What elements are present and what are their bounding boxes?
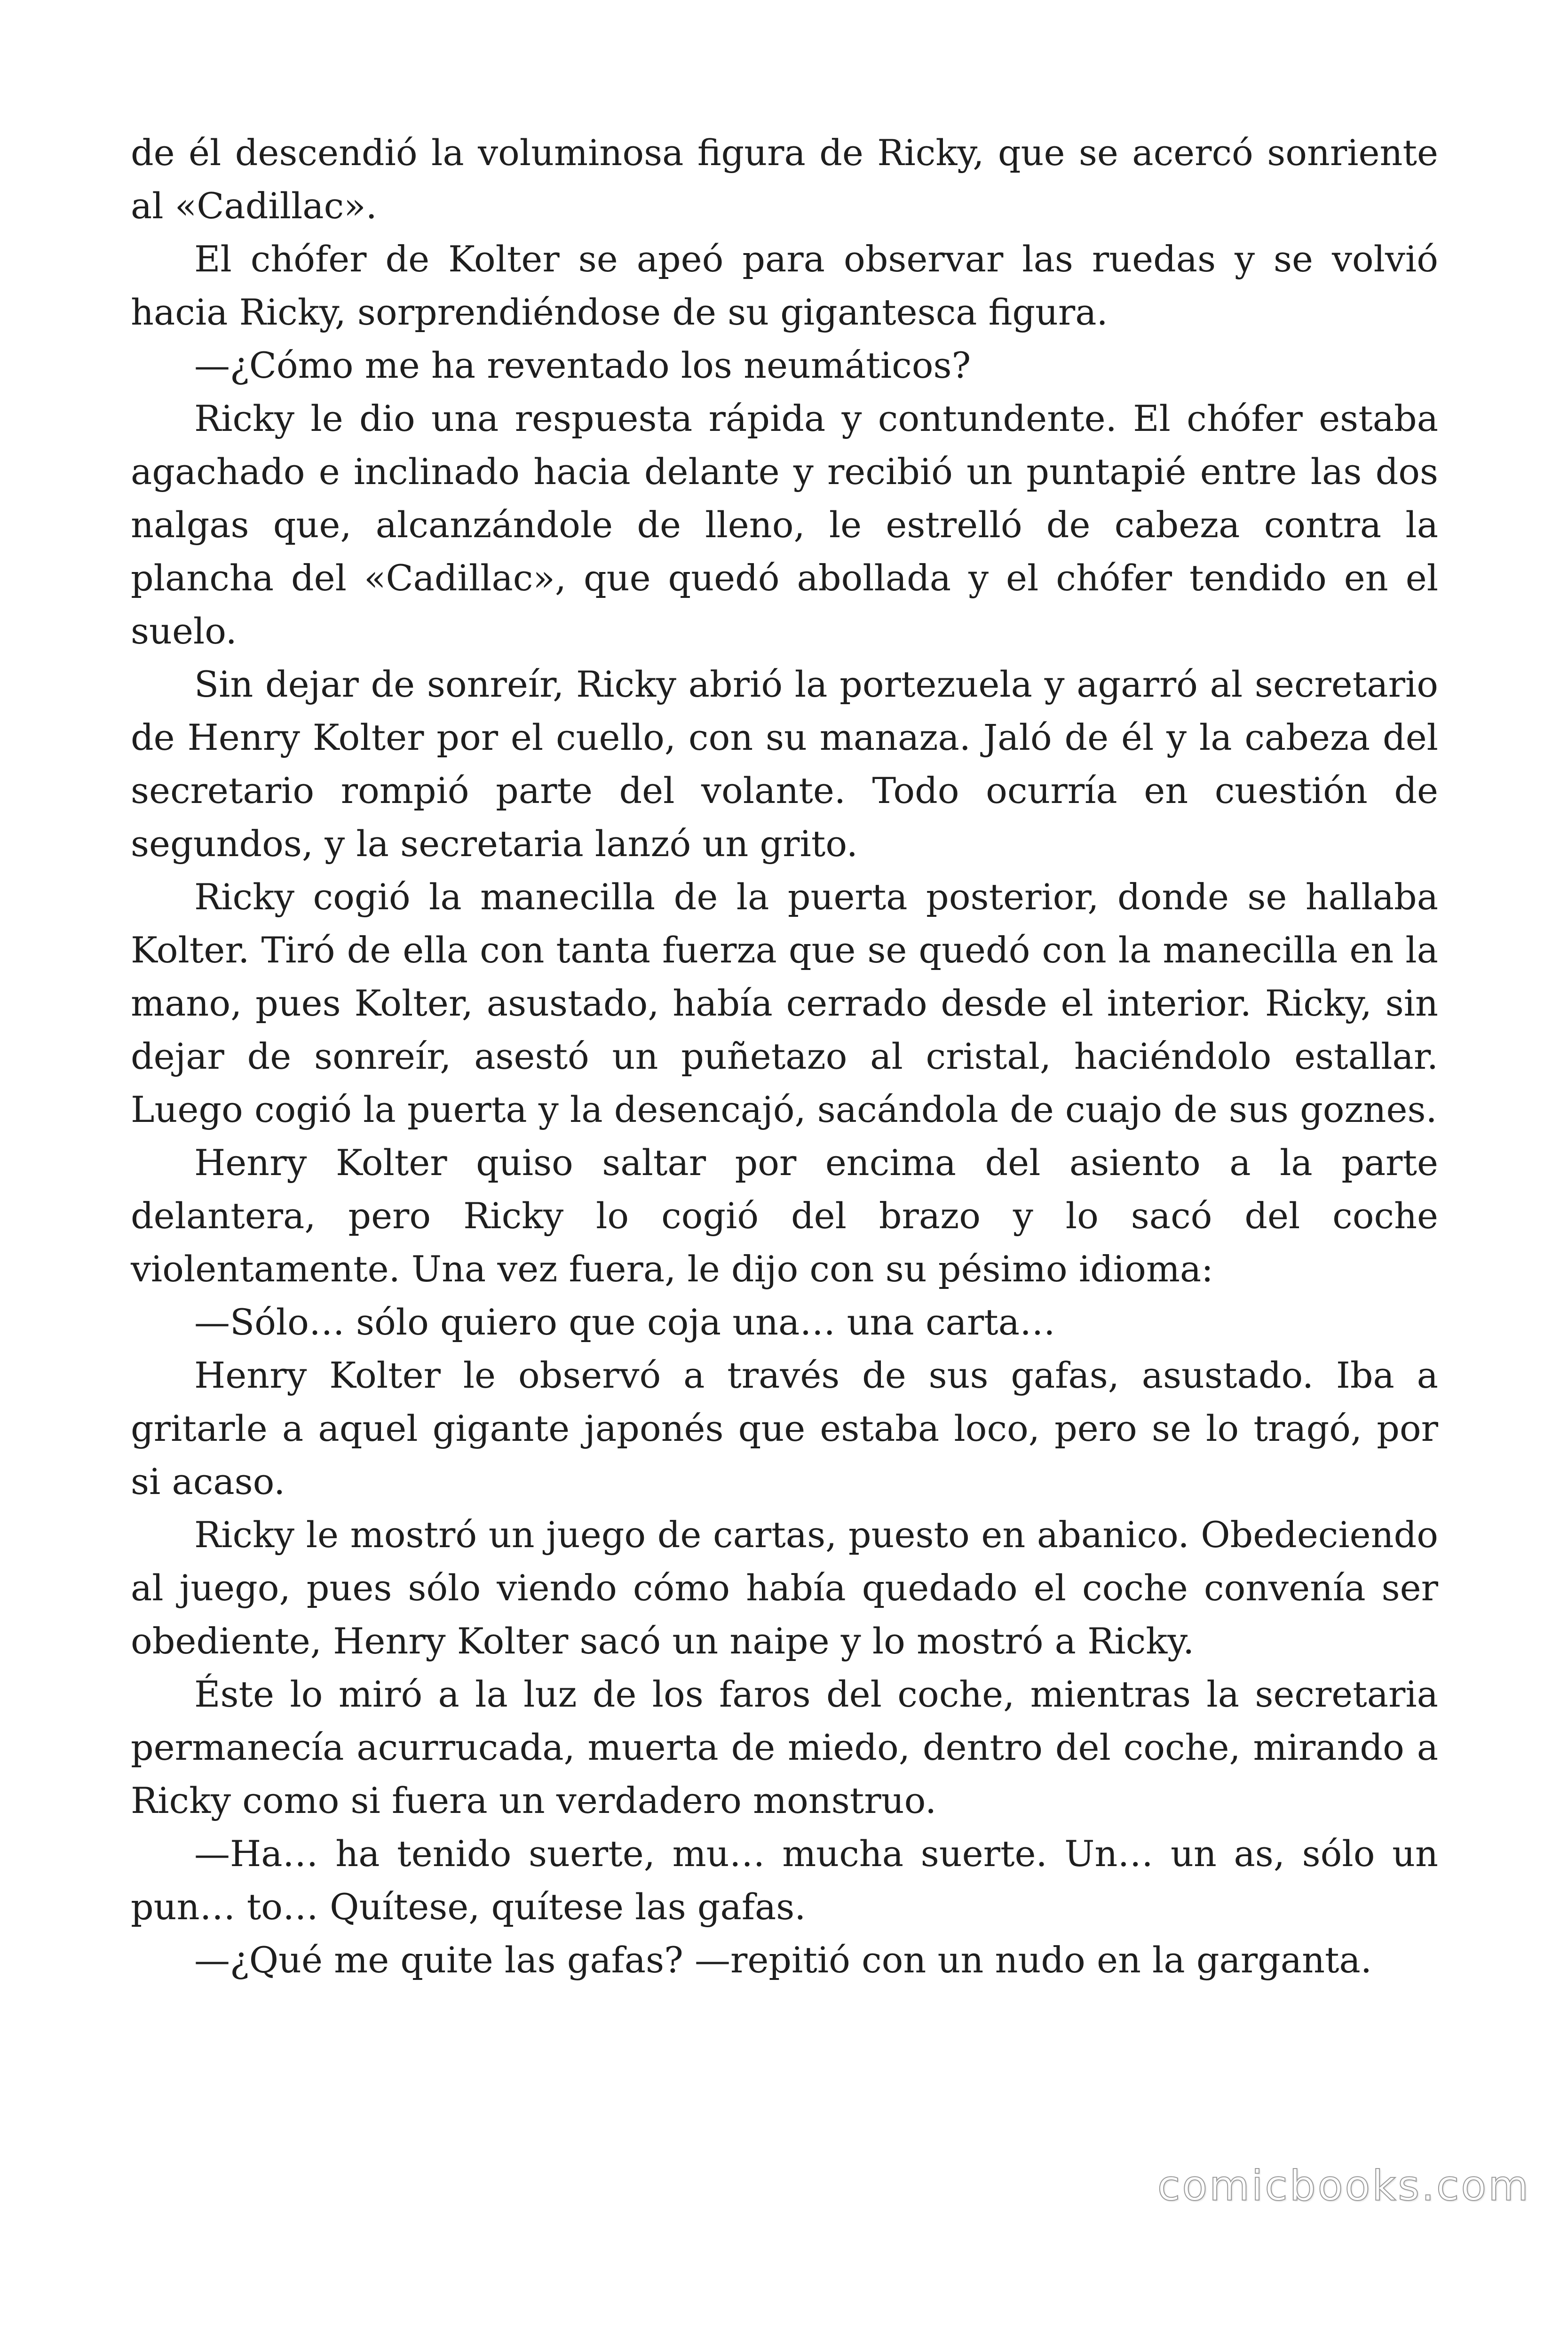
paragraph: El chófer de Kolter se apeó para observar las ruedas y se volvió hacia Ricky, sorprendiéndose de su gigantesca figura. [131, 238, 1438, 333]
paragraph: Henry Kolter quiso saltar por encima del asiento a la parte delantera, pero Ricky lo cogió del brazo y lo sacó del coche violentamente. Una vez fuera, le dijo con su pésimo idioma: [131, 1142, 1438, 1290]
paragraph: Éste lo miró a la luz de los faros del coche, mientras la secretaria permanecía acurrucada, muerta de miedo, dentro del coche, mirando a Ricky como si fuera un verdadero monstruo. [131, 1673, 1438, 1821]
watermark: comicbooks.com [1157, 2161, 1530, 2210]
paragraph: Ricky le dio una respuesta rápida y contundente. El chófer estaba agachado e inclinado hacia delante y recibió un puntapié entre las dos nalgas que, alcanzándole de lleno, le estrelló de cabeza contra la plancha del «Cadillac», que quedó abollada y el chófer tendido en el suelo. [131, 397, 1438, 652]
body-text [131, 126, 1438, 1986]
paragraph-continued: de él descendió la voluminosa figura de Ricky, que se acercó sonriente al «Cadillac». [131, 132, 1438, 227]
dialogue-line: —Sólo… sólo quiero que coja una… una carta… [194, 1301, 1056, 1343]
paragraph: Ricky cogió la manecilla de la puerta posterior, donde se hallaba Kolter. Tiró de ella con tanta fuerza que se quedó con la manecilla en la mano, pues Kolter, asustado, había cerrado desde el interior. Ricky, sin dejar de sonreír, asestó un puñetazo al cristal, haciéndolo estallar. Luego cogió la puerta y la desencajó, sacándola de cuajo de sus goznes. [131, 876, 1438, 1130]
dialogue-line: —Ha… ha tenido suerte, mu… mucha suerte. Un… un as, sólo un pun… to… Quítese, quítese las gafas. [131, 1833, 1438, 1928]
paragraph: Henry Kolter le observó a través de sus gafas, asustado. Iba a gritarle a aquel gigante japonés que estaba loco, pero se lo tragó, por si acaso. [131, 1354, 1438, 1502]
dialogue-line: —¿Cómo me ha reventado los neumáticos? [194, 344, 971, 386]
paragraph: Sin dejar de sonreír, Ricky abrió la portezuela y agarró al secretario de Henry Kolter por el cuello, con su manaza. Jaló de él y la cabeza del secretario rompió parte del volante. Todo ocurría en cuestión de segundos, y la secretaria lanzó un grito. [131, 663, 1438, 865]
dialogue-line: —¿Qué me quite las gafas? —repitió con un nudo en la garganta. [194, 1939, 1372, 1981]
paragraph: Ricky le mostró un juego de cartas, puesto en abanico. Obedeciendo al juego, pues sólo viendo cómo había quedado el coche convenía ser obediente, Henry Kolter sacó un naipe y lo mostró a Ricky. [131, 1514, 1438, 1662]
